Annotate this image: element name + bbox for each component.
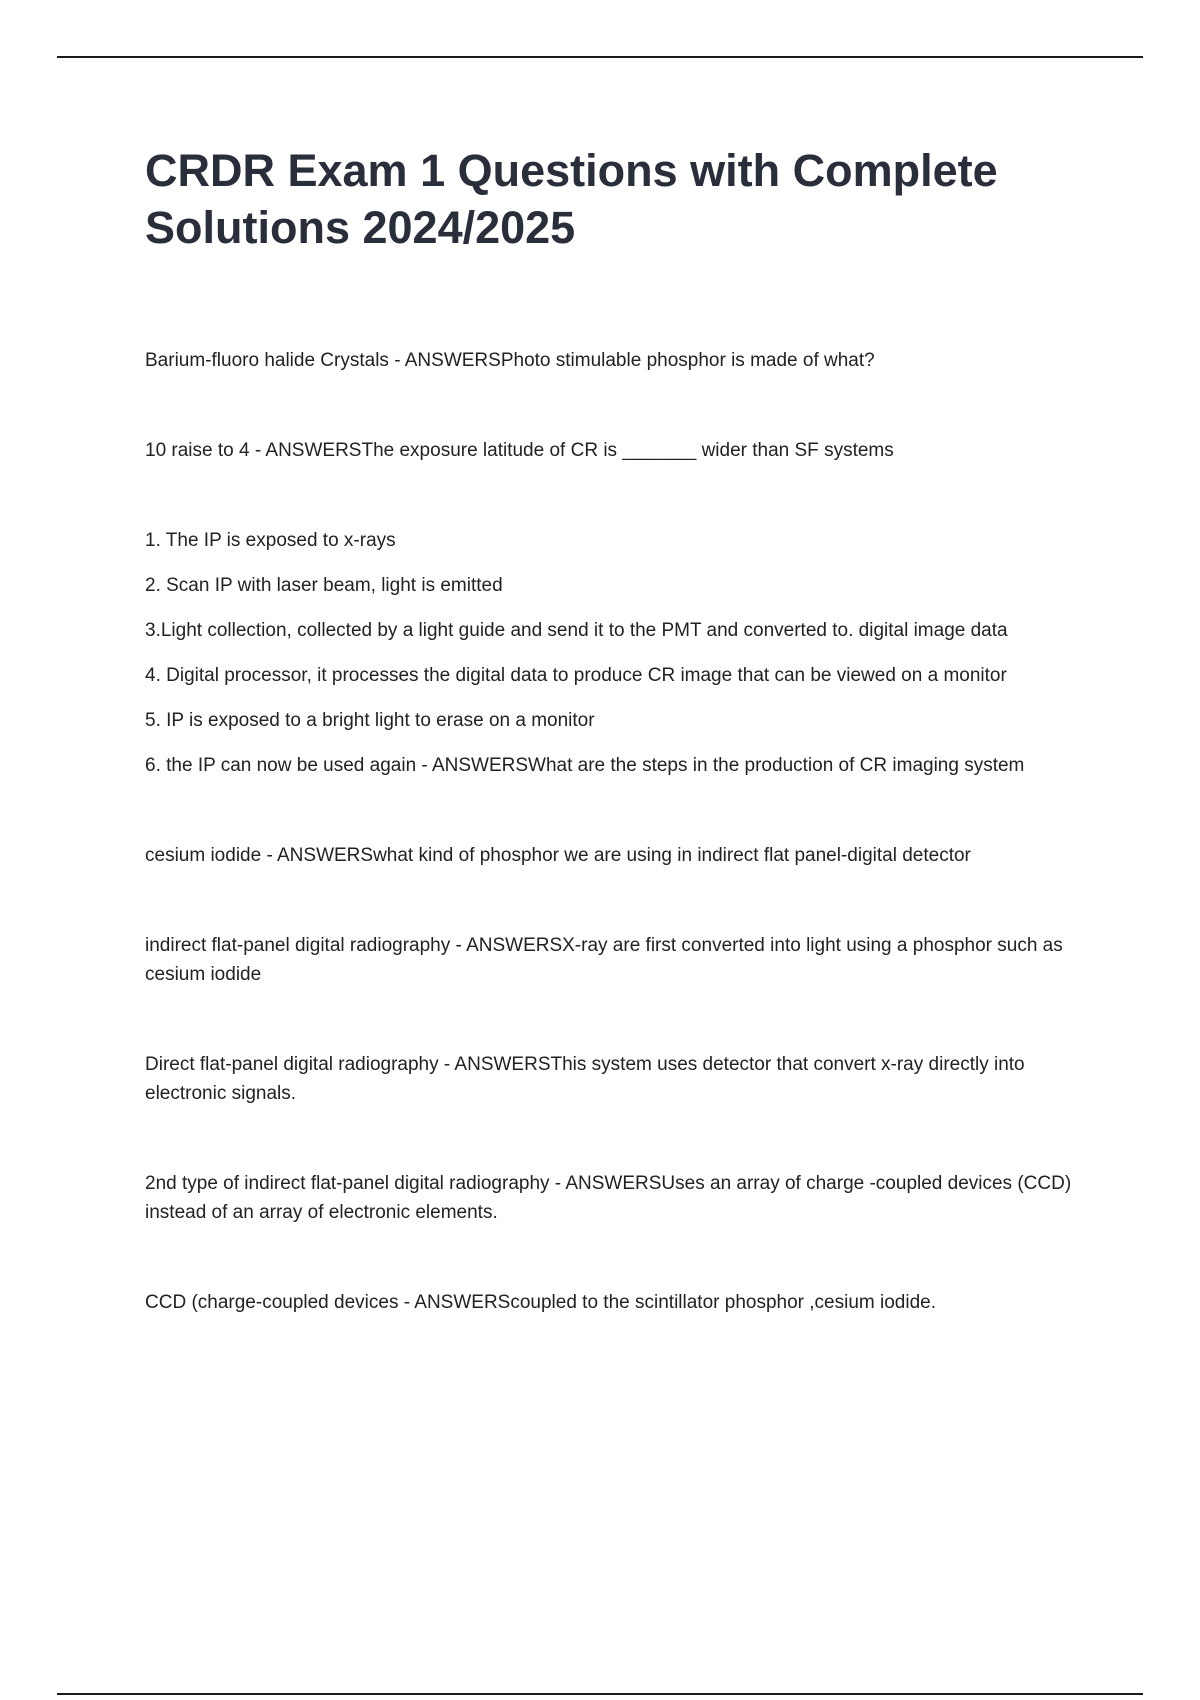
step-item: 3.Light collection, collected by a light guide and send it to the PMT and converted to. digital image data: [145, 620, 1008, 641]
step-item: 4. Digital processor, it processes the digital data to produce CR image that can be viewed on a monitor: [145, 665, 1007, 686]
qa-entry: Direct flat-panel digital radiography - ANSWERSThis system uses detector that convert x-ray directly into electronic signals.: [145, 1054, 1025, 1104]
qa-entry: CCD (charge-coupled devices - ANSWERScoupled to the scintillator phosphor ,cesium iodide.: [145, 1292, 936, 1313]
step-item: 6. the IP can now be used again - ANSWERSWhat are the steps in the production of CR imaging system: [145, 755, 1025, 776]
document-body: [145, 346, 1085, 1317]
step-item: 1. The IP is exposed to x-rays: [145, 530, 396, 551]
qa-entry: indirect flat-panel digital radiography - ANSWERSX-ray are first converted into light using a phosphor such as cesium iodide: [145, 935, 1063, 985]
step-item: 5. IP is exposed to a bright light to erase on a monitor: [145, 710, 595, 731]
steps-list: [145, 526, 1085, 780]
qa-entry: cesium iodide - ANSWERSwhat kind of phosphor we are using in indirect flat panel-digital detector: [145, 845, 971, 866]
bottom-rule: [57, 1693, 1143, 1695]
step-item: 2. Scan IP with laser beam, light is emitted: [145, 575, 503, 596]
top-rule: [57, 56, 1143, 58]
qa-entry: 10 raise to 4 - ANSWERSThe exposure latitude of CR is _______ wider than SF systems: [145, 440, 894, 461]
qa-entry: Barium-fluoro halide Crystals - ANSWERSPhoto stimulable phosphor is made of what?: [145, 350, 875, 371]
qa-entry: 2nd type of indirect flat-panel digital radiography - ANSWERSUses an array of charge -coupled devices (CCD) instead of an array of electronic elements.: [145, 1173, 1072, 1223]
document-title: CRDR Exam 1 Questions with Complete Solutions 2024/2025: [145, 145, 998, 253]
